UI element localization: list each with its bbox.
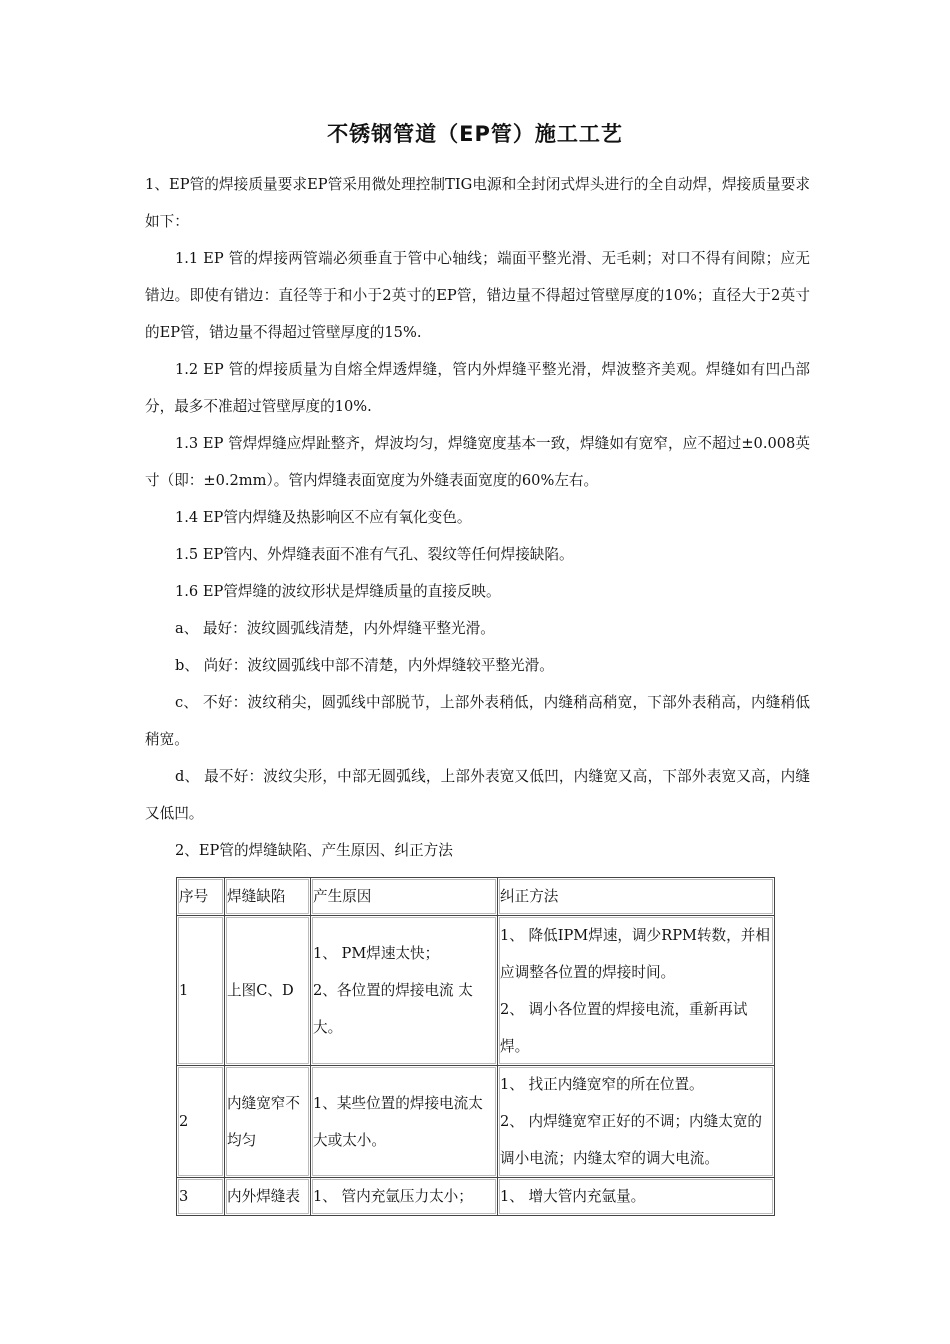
paragraph-1-1: 1.1 EP 管的焊接两管端必须垂直于管中心轴线；端面平整光滑、无毛刺；对口不得有间隙；应无错边。即使有错边：直径等于和小于2英寸的EP管，错边量不得超过管壁厚度的10%；直径大于2英寸的EP管，错边量不得超过管壁厚度的15%.	[145, 250, 810, 341]
table-row	[177, 1178, 775, 1216]
table-row	[177, 1066, 775, 1178]
row-causes	[311, 1178, 498, 1216]
list-item-a: a、 最好：波纹圆弧线清楚，内外焊缝平整光滑。	[175, 620, 495, 637]
fix-line: 1、 降低IPM焊速，调少RPM转数，并相应调整各位置的焊接时间。	[500, 926, 770, 981]
row-defect: 内缝宽窄不均匀	[225, 1066, 311, 1178]
cause-line: 1、 管内充氩压力太小；	[313, 1188, 473, 1205]
table-header-row	[177, 878, 775, 916]
defects-table	[176, 877, 775, 1216]
list-item-c: c、 不好：波纹稍尖，圆弧线中部脱节，上部外表稍低，内缝稍高稍宽，下部外表稍高，内缝稍低稍宽。	[145, 694, 810, 748]
cause-line: 1、某些位置的焊接电流太大或太小。	[313, 1094, 483, 1149]
fix-line: 2、 调小各位置的焊接电流，重新再试焊。	[500, 1000, 748, 1055]
table-row	[177, 916, 775, 1066]
cause-line: 1、 PM焊速太快；	[313, 945, 440, 962]
paragraph-1-2: 1.2 EP 管的焊接质量为自熔全焊透焊缝，管内外焊缝平整光滑，焊波整齐美观。焊缝如有凹凸部分，最多不准超过管壁厚度的10%.	[145, 361, 810, 415]
fix-line: 1、 增大管内充氩量。	[500, 1188, 646, 1205]
header-defect: 焊缝缺陷	[225, 878, 311, 916]
row-defect: 上图C、D	[225, 916, 311, 1066]
paragraph-1: 1、EP管的焊接质量要求EP管采用微处理控制TIG电源和全封闭式焊头进行的全自动焊，焊接质量要求如下：	[145, 176, 810, 230]
header-no: 序号	[177, 878, 225, 916]
fix-line: 2、 内焊缝宽窄正好的不调；内缝太宽的调小电流；内缝太窄的调大电流。	[500, 1113, 763, 1167]
list-item-d: d、 最不好：波纹尖形，中部无圆弧线，上部外表宽又低凹，内缝宽又高，下部外表宽又高，内缝又低凹。	[145, 768, 810, 822]
header-cause: 产生原因	[311, 878, 498, 916]
header-fix: 纠正方法	[498, 878, 775, 916]
cause-line: 2、各位置的焊接电流 太大。	[313, 982, 473, 1036]
paragraph-1-6: 1.6 EP管焊缝的波纹形状是焊缝质量的直接反映。	[175, 583, 501, 600]
row-defect: 内外焊缝表	[225, 1178, 311, 1216]
document-title: 不锈钢管道（EP管）施工工艺	[327, 122, 623, 146]
row-causes	[311, 1066, 498, 1178]
row-number: 2	[177, 1066, 225, 1178]
section-2-heading: 2、EP管的焊缝缺陷、产生原因、纠正方法	[175, 842, 453, 859]
paragraph-1-5: 1.5 EP管内、外焊缝表面不准有气孔、裂纹等任何焊接缺陷。	[175, 546, 574, 563]
row-fixes	[498, 916, 775, 1066]
paragraph-1-4: 1.4 EP管内焊缝及热影响区不应有氧化变色。	[175, 509, 472, 526]
paragraph-1-3: 1.3 EP 管焊焊缝应焊趾整齐，焊波均匀，焊缝宽度基本一致，焊缝如有宽窄，应不超过±0.008英寸（即：±0.2mm）。管内焊缝表面宽度为外缝表面宽度的60%左右。	[145, 435, 810, 489]
row-causes	[311, 916, 498, 1066]
fix-line: 1、 找正内缝宽窄的所在位置。	[500, 1076, 704, 1093]
document-body	[145, 166, 810, 869]
row-number: 3	[177, 1178, 225, 1216]
row-fixes	[498, 1178, 775, 1216]
row-number: 1	[177, 916, 225, 1066]
list-item-b: b、 尚好：波纹圆弧线中部不清楚，内外焊缝较平整光滑。	[175, 657, 554, 674]
row-fixes	[498, 1066, 775, 1178]
